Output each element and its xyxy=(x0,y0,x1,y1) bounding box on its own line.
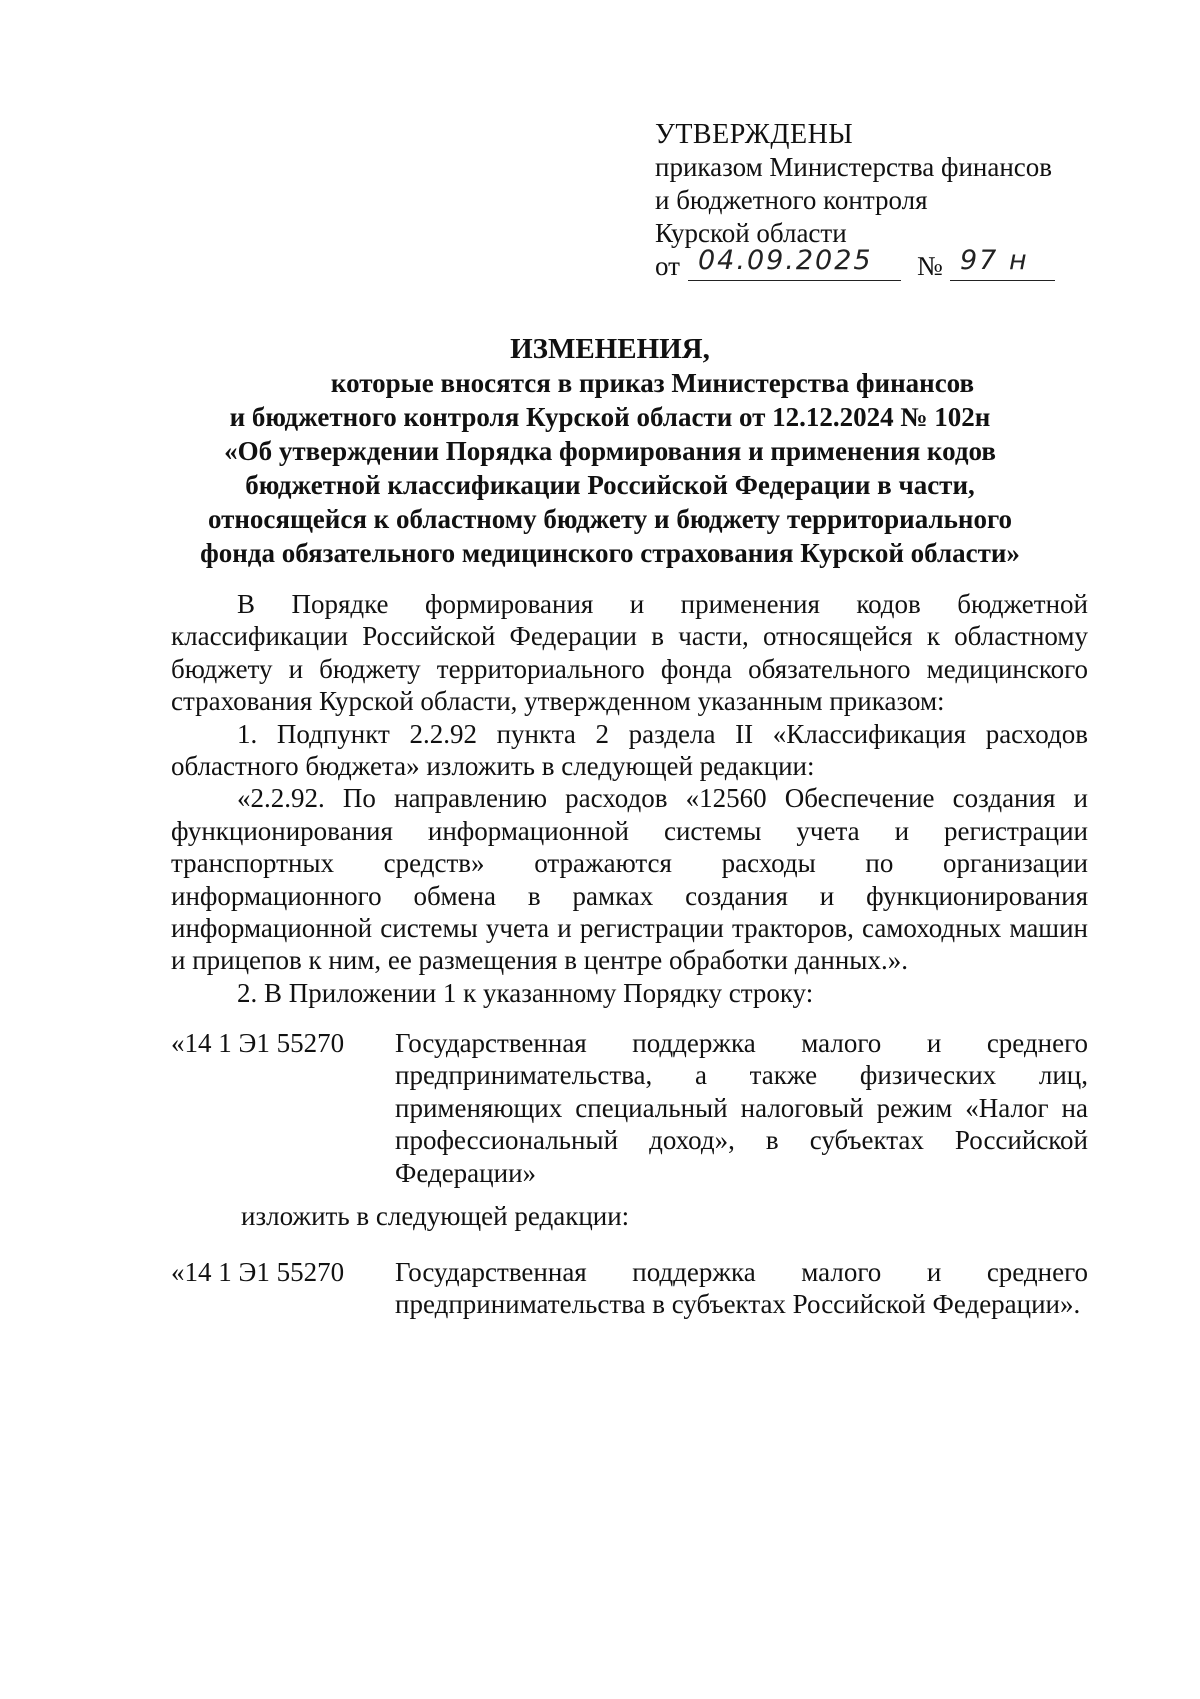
document-title xyxy=(150,332,1070,570)
title-line-5: относящейся к областному бюджету и бюджету территориального xyxy=(207,504,1013,534)
replace-instruction: изложить в следующей редакции: xyxy=(241,1201,630,1231)
old-row-description: Государственная поддержка малого и среднего предпринимательства, а также физических лиц, применяющих специальный налоговый режим «Налог на профессиональный доход», в субъектах Российской Федерации» xyxy=(395,1028,1088,1188)
approval-block xyxy=(655,118,1125,288)
old-row-code: «14 1 Э1 55270 xyxy=(171,1028,345,1058)
document-body xyxy=(171,588,1088,1009)
number-underline xyxy=(950,280,1055,281)
approval-line-1: приказом Министерства финансов xyxy=(655,152,1053,182)
item-2-paragraph: 2. В Приложении 1 к указанному Порядку строку: xyxy=(237,977,814,1008)
new-row-code: «14 1 Э1 55270 xyxy=(171,1257,345,1287)
title-line-3: «Об утверждении Порядка формирования и применения кодов xyxy=(224,436,996,466)
item-1-new-text: «2.2.92. По направлению расходов «12560 Обеспечение создания и функционирования информационной системы учета и регистрации транспортных средств» отражаются расходы по организации информационного обмена в рамках создания и функционирования информационной системы учета и регистрации тракторов, самоходных машин и прицепов к ним, ее размещения в центре обработки данных.». xyxy=(171,783,1088,976)
title-line-1: которые вносятся в приказ Министерства финансов xyxy=(330,368,975,398)
date-prefix: от xyxy=(655,251,680,281)
title-line-2: и бюджетного контроля Курской области от 12.12.2024 № 102н xyxy=(229,402,991,432)
item-1-paragraph: 1. Подпункт 2.2.92 пункта 2 раздела II «Классификация расходов областного бюджета» изложить в следующей редакции: xyxy=(171,718,1088,782)
new-row-description: Государственная поддержка малого и среднего предпринимательства в субъектах Российской Федерации». xyxy=(395,1257,1088,1320)
title-line-6: фонда обязательного медицинского страхования Курской области» xyxy=(200,538,1020,568)
title-line-4: бюджетной классификации Российской Федерации в части, xyxy=(245,470,975,500)
approval-date-number-row xyxy=(655,245,1125,288)
approval-line-3: Курской области xyxy=(655,218,847,248)
approval-line-2: и бюджетного контроля xyxy=(655,185,928,215)
title-heading: ИЗМЕНЕНИЯ, xyxy=(510,333,710,365)
intro-paragraph: В Порядке формирования и применения кодов бюджетной классификации Российской Федерации в части, относящейся к областному бюджету и бюджету территориального фонда обязательного медицинского страхования Курской области, утвержденном указанным приказом: xyxy=(171,589,1088,717)
date-underline xyxy=(688,280,901,281)
handwritten-date: 04.09.2025 xyxy=(698,245,873,276)
approval-heading: УТВЕРЖДЕНЫ xyxy=(655,119,854,150)
number-prefix: № xyxy=(917,251,943,281)
handwritten-number: 97 н xyxy=(960,245,1029,276)
